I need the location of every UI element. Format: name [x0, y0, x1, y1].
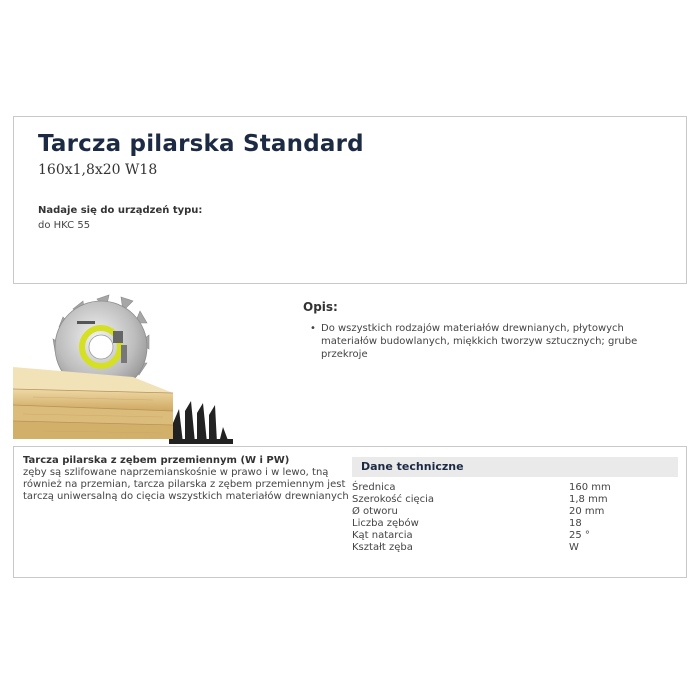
spec-value: 25 °	[569, 530, 590, 541]
product-title: Tarcza pilarska Standard	[38, 131, 364, 157]
tooth-type-description: zęby są szlifowane naprzemianskośnie w prawo i w lewo, tną również na przemian, tarcza pilarska z zębem przemiennym jest tarczą uniwersalną do cięcia wszystkich materiałów drewnianych	[23, 467, 349, 502]
table-row	[352, 542, 611, 554]
tooth-shape-icon	[169, 401, 233, 444]
spec-value: 20 mm	[569, 506, 605, 517]
specs-box	[13, 446, 687, 578]
product-header-box	[13, 116, 687, 284]
spec-label: Ø otworu	[352, 506, 398, 517]
product-subtitle: 160x1,8x20 W18	[38, 162, 158, 178]
description-list	[310, 322, 680, 361]
technical-data-panel	[352, 457, 678, 554]
tooth-type-title: Tarcza pilarska z zębem przemiennym (W i PW)	[23, 455, 290, 466]
table-row	[352, 482, 611, 494]
spec-label: Średnica	[352, 482, 396, 493]
spec-value: 160 mm	[569, 482, 611, 493]
spec-value: 18	[569, 518, 582, 529]
saw-blade-image	[13, 293, 243, 444]
spec-value: 1,8 mm	[569, 494, 608, 505]
description-item: • Do wszystkich rodzajów materiałów drewnianych, płytowych materiałów budowlanych, miękkich tworzyw sztucznych; grube przekroje	[310, 322, 680, 361]
compatibility-value: do HKC 55	[38, 220, 91, 231]
compatibility-label: Nadaje się do urządzeń typu:	[38, 205, 203, 216]
table-row	[352, 518, 611, 530]
wood-boards-icon	[13, 367, 173, 439]
technical-data-table	[352, 482, 611, 554]
table-row	[352, 494, 611, 506]
description-title: Opis:	[303, 300, 338, 314]
table-row	[352, 530, 611, 542]
spec-label: Liczba zębów	[352, 518, 419, 529]
spec-value: W	[569, 542, 579, 553]
spec-label: Kształt zęba	[352, 542, 413, 553]
table-row	[352, 506, 611, 518]
spec-label: Kąt natarcia	[352, 530, 413, 541]
technical-data-title: Dane techniczne	[352, 457, 678, 477]
spec-label: Szerokość cięcia	[352, 494, 435, 505]
